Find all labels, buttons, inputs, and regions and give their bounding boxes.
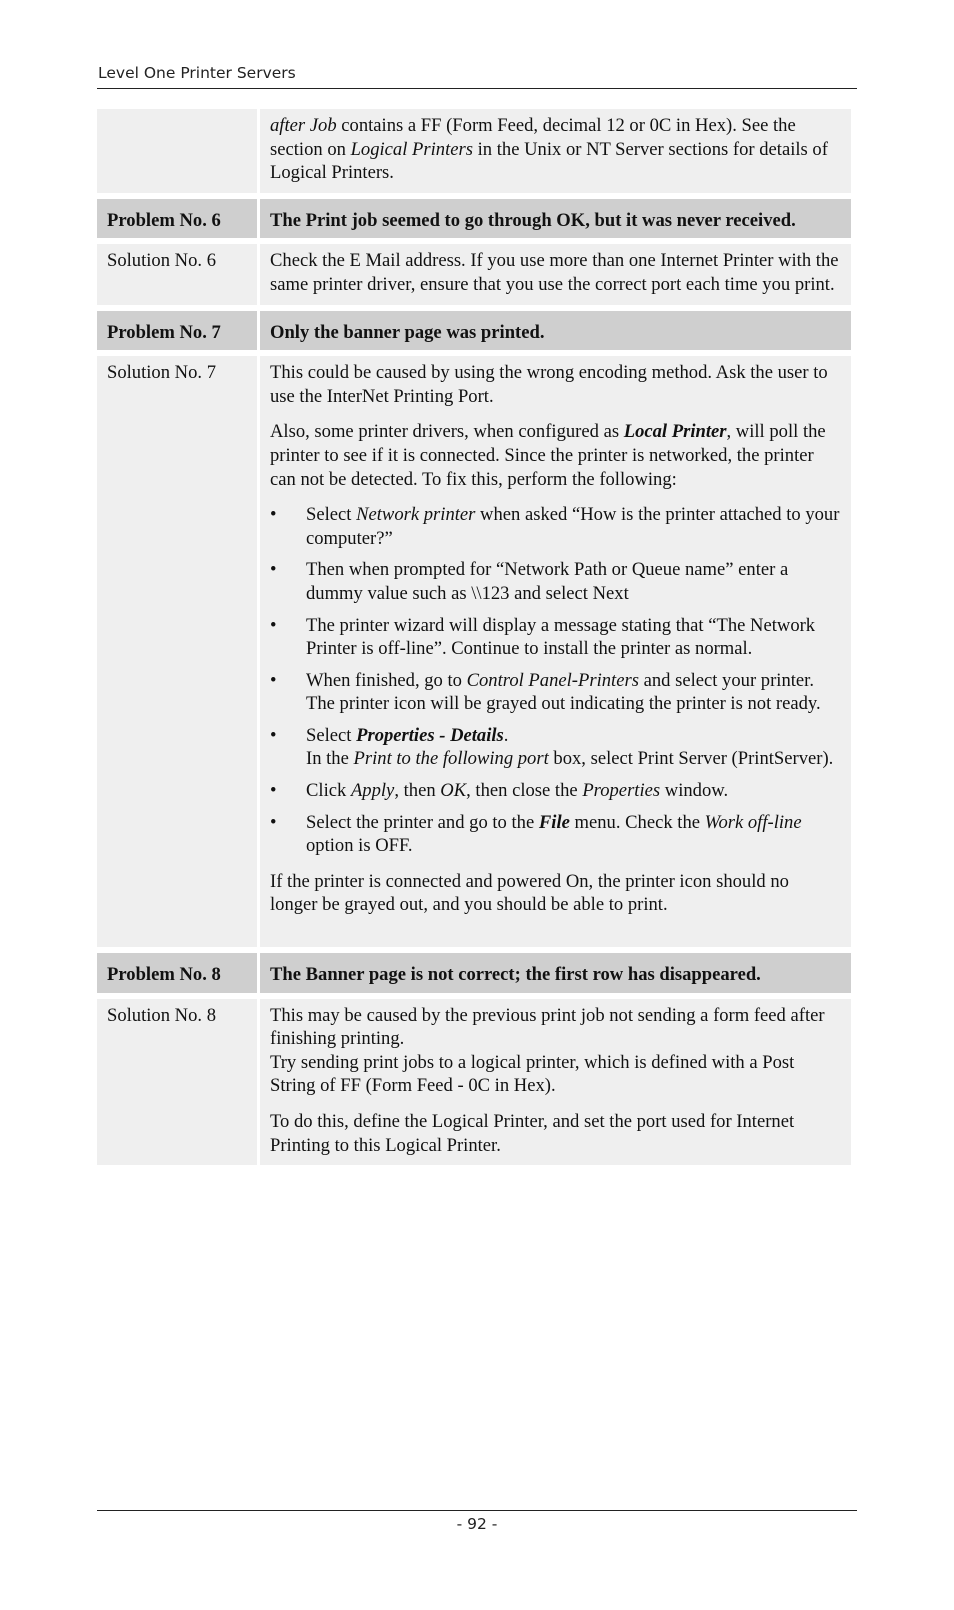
- solution-body: [260, 356, 851, 947]
- problem-text: Only the banner page was printed.: [260, 311, 851, 351]
- bullet-icon: •: [270, 780, 277, 802]
- solution-row: [97, 244, 851, 304]
- paragraph: If the printer is connected and powered On, the printer icon should no longer be grayed out, and you should be able to print.: [270, 870, 789, 916]
- bullet-list: [270, 503, 841, 858]
- list-item: • Click Apply, then OK, then close the Properties window.: [270, 780, 729, 802]
- continued-solution-cell: after Job contains a FF (Form Feed, decimal 12 or 0C in Hex). See the section on Logical Printers in the Unix or NT Server sections for details of Logical Printers.: [260, 109, 851, 193]
- paragraph: This could be caused by using the wrong encoding method. Ask the user to use the InterNet Printing Port.: [270, 362, 828, 407]
- list-item: • Select Properties - Details. In the Print to the following port box, select Print Server (PrintServer).: [270, 724, 834, 770]
- header-divider: [97, 88, 857, 89]
- table-row: [97, 109, 851, 193]
- empty-label-cell: [97, 109, 257, 193]
- problem-row: [97, 953, 851, 993]
- list-item: • Select the printer and go to the File menu. Check the Work off-line option is OFF.: [270, 811, 802, 857]
- footer-divider: [97, 1510, 857, 1511]
- problem-text: The Print job seemed to go through OK, but it was never received.: [260, 199, 851, 239]
- bullet-icon: •: [270, 811, 277, 833]
- bullet-icon: •: [270, 724, 277, 746]
- page-number: - 92 -: [456, 1515, 498, 1533]
- solution-text: Check the E Mail address. If you use more than one Internet Printer with the same printer driver, ensure that you use the correct port each time you print.: [260, 244, 851, 304]
- paragraph: To do this, define the Logical Printer, and set the port used for Internet Printing to this Logical Printer.: [270, 1111, 795, 1156]
- bullet-icon: •: [270, 614, 277, 636]
- problem-row: [97, 311, 851, 351]
- solution-body: [260, 999, 851, 1166]
- list-item: • The printer wizard will display a message stating that “The Network Printer is off-line”. Continue to install the printer as normal.: [270, 614, 816, 660]
- paragraph: Also, some printer drivers, when configured as Local Printer, will poll the printer to see if it is connected. Since the printer is networked, the printer can not be detected. To fix this, perform the following:: [270, 421, 826, 490]
- solution-row: [97, 999, 851, 1166]
- problem-row: [97, 199, 851, 239]
- solution-row: [97, 356, 851, 947]
- problem-label: Problem No. 7: [97, 311, 257, 351]
- list-item: • When finished, go to Control Panel-Printers and select your printer. The printer icon will be grayed out indicating the printer is not ready.: [270, 669, 821, 715]
- page-header-title: Level One Printer Servers: [98, 64, 296, 82]
- bullet-icon: •: [270, 504, 277, 526]
- solution-label: Solution No. 8: [97, 999, 257, 1166]
- bullet-icon: •: [270, 669, 277, 691]
- problem-text: The Banner page is not correct; the first row has disappeared.: [260, 953, 851, 993]
- problem-label: Problem No. 8: [97, 953, 257, 993]
- list-item: • Then when prompted for “Network Path or Queue name” enter a dummy value such as \\123 and select Next: [270, 559, 789, 604]
- bullet-icon: •: [270, 559, 277, 581]
- problem-label: Problem No. 6: [97, 199, 257, 239]
- paragraph: This may be caused by the previous print job not sending a form feed after finishing printing. Try sending print jobs to a logical printer, which is defined with a Post String of FF (Form Feed - 0C in Hex).: [270, 1004, 825, 1097]
- solution-label: Solution No. 6: [97, 244, 257, 304]
- troubleshooting-table: [94, 103, 854, 1171]
- solution-label: Solution No. 7: [97, 356, 257, 947]
- list-item: • Select Network printer when asked “How is the printer attached to your computer?”: [270, 504, 840, 549]
